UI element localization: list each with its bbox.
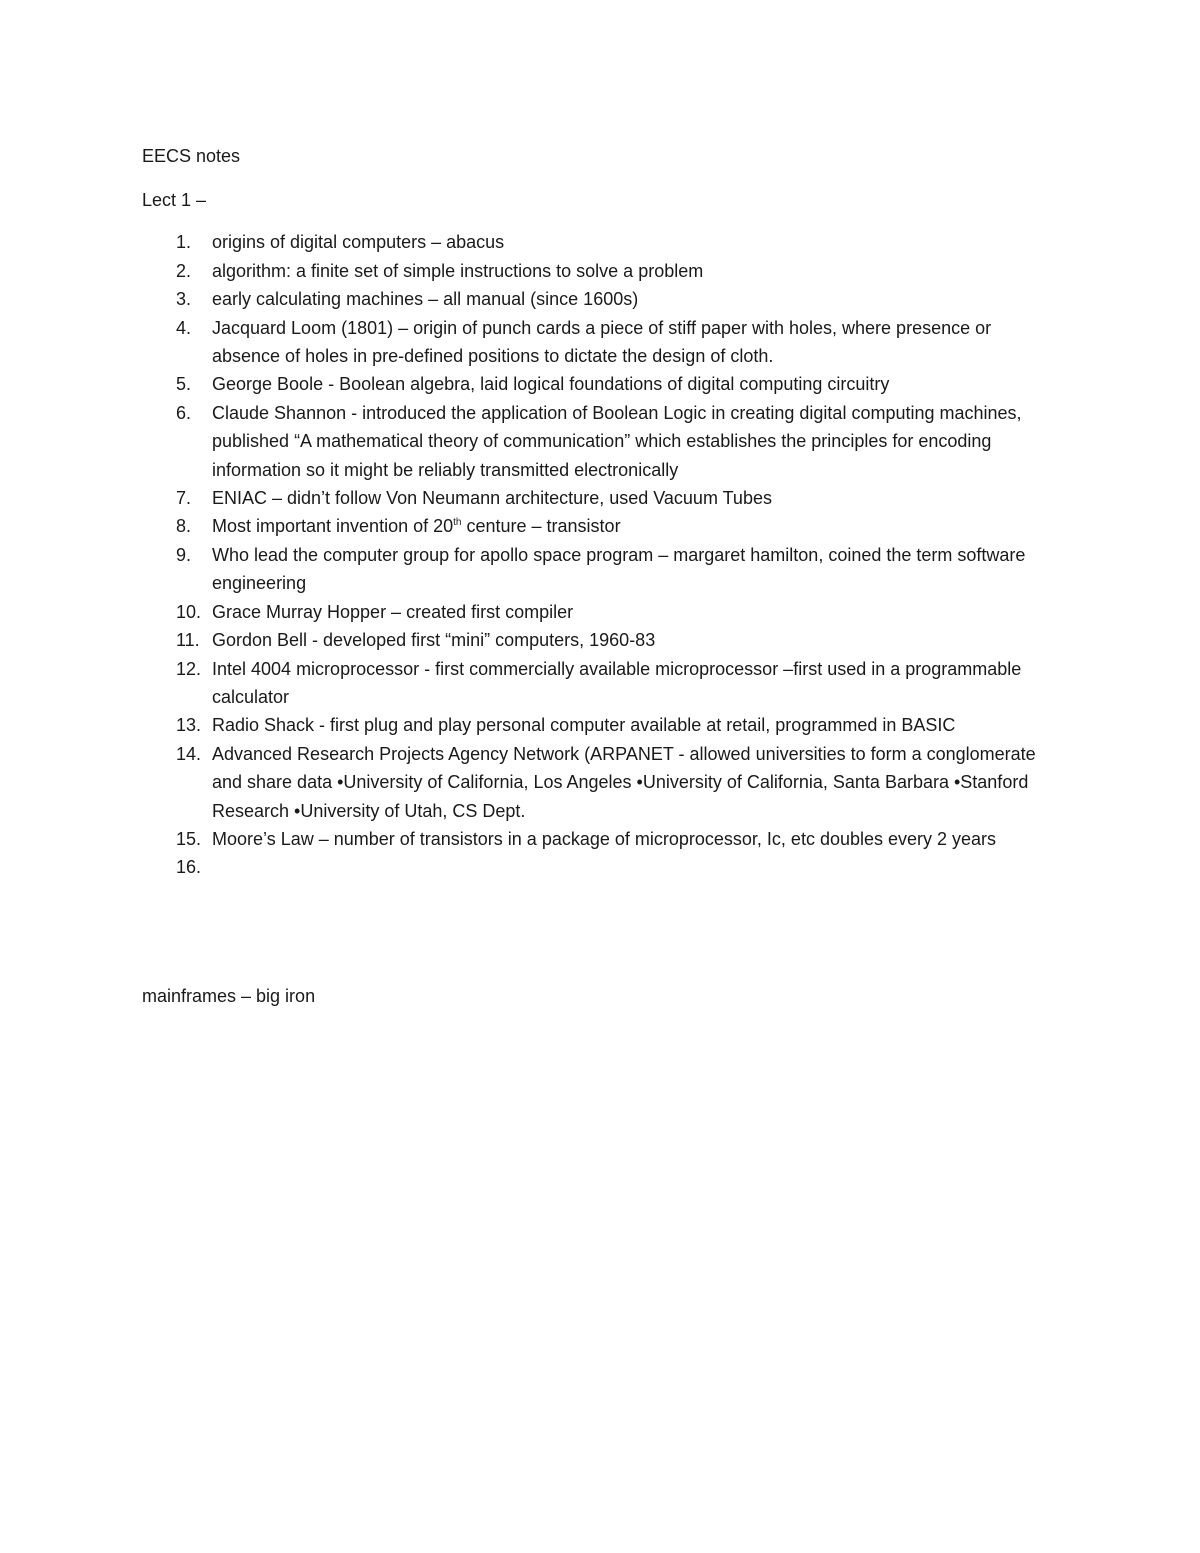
ordinal-superscript: th <box>453 517 462 529</box>
list-item <box>142 370 1052 398</box>
list-item-text: Who lead the computer group for apollo space program – margaret hamilton, coined the term software engineering <box>212 544 1026 594</box>
list-item-number: 9. <box>176 544 192 565</box>
list-item-number: 5. <box>176 374 192 395</box>
list-item <box>142 740 1052 825</box>
list-item-number: 7. <box>176 488 192 509</box>
notes-list <box>142 228 1052 881</box>
list-item-number: 13. <box>176 715 202 736</box>
list-item <box>142 541 1052 598</box>
list-item <box>142 399 1052 484</box>
list-item <box>142 655 1052 712</box>
list-item <box>142 484 1052 512</box>
list-item-text: George Boole - Boolean algebra, laid logical foundations of digital computing circuitry <box>212 374 890 395</box>
list-item-number: 11. <box>176 630 200 651</box>
list-item-number: 8. <box>176 516 192 537</box>
list-item-text: Gordon Bell - developed first “mini” computers, 1960-83 <box>212 630 656 651</box>
list-item <box>142 626 1052 654</box>
list-item-number: 1. <box>176 232 192 253</box>
list-item-text-before: Most important invention of 20 <box>212 516 454 537</box>
list-item-text: Advanced Research Projects Agency Network (ARPANET - allowed universities to form a conglomerate and share data •University of California, Los Angeles •University of California, Santa Barbara •Stanford Research •University of Utah, CS Dept. <box>212 743 1036 821</box>
list-item-number: 2. <box>176 260 192 281</box>
list-item-text: origins of digital computers – abacus <box>212 232 505 253</box>
list-item <box>142 285 1052 313</box>
list-item-text: ENIAC – didn’t follow Von Neumann architecture, used Vacuum Tubes <box>212 488 772 509</box>
list-item-number: 15. <box>176 828 202 849</box>
list-item-text: Jacquard Loom (1801) – origin of punch cards a piece of stiff paper with holes, where presence or absence of holes in pre-defined positions to dictate the design of cloth. <box>212 317 992 367</box>
list-item <box>142 314 1052 371</box>
list-item <box>142 512 1052 540</box>
document-body <box>142 142 1052 1010</box>
list-item-number: 3. <box>176 289 192 310</box>
list-item-text <box>212 516 621 536</box>
list-item-text: Claude Shannon - introduced the application of Boolean Logic in creating digital computing machines, published “A mathematical theory of communication” which establishes the principles for encoding information so it might be reliably transmitted electronically <box>212 402 1022 480</box>
list-item-text: Grace Murray Hopper – created first compiler <box>212 601 574 622</box>
list-item-number: 4. <box>176 317 192 338</box>
list-item-text: early calculating machines – all manual (since 1600s) <box>212 289 639 310</box>
list-item-text: Moore’s Law – number of transistors in a package of microprocessor, Ic, etc doubles every 2 years <box>212 828 997 849</box>
list-item <box>142 228 1052 256</box>
list-item <box>142 257 1052 285</box>
list-item-number: 10. <box>176 601 202 622</box>
list-item-text <box>212 857 217 877</box>
list-item-number: 6. <box>176 402 192 423</box>
list-item <box>142 853 1052 881</box>
list-item-text: Radio Shack - first plug and play personal computer available at retail, programmed in BASIC <box>212 715 956 736</box>
list-item-number: 16. <box>176 857 202 878</box>
list-item <box>142 825 1052 853</box>
list-item <box>142 711 1052 739</box>
footer-note: mainframes – big iron <box>142 985 316 1006</box>
list-item-number: 12. <box>176 658 202 679</box>
list-item-number: 14. <box>176 743 202 764</box>
blank-space <box>142 882 1052 982</box>
list-item-text-after: centure – transistor <box>461 516 621 537</box>
list-item <box>142 598 1052 626</box>
document-title: EECS notes <box>142 146 241 166</box>
list-item-text: algorithm: a finite set of simple instructions to solve a problem <box>212 260 704 281</box>
list-item-text: Intel 4004 microprocessor - first commercially available microprocessor –first used in a programmable calculator <box>212 658 1022 707</box>
lecture-heading: Lect 1 – <box>142 190 207 210</box>
